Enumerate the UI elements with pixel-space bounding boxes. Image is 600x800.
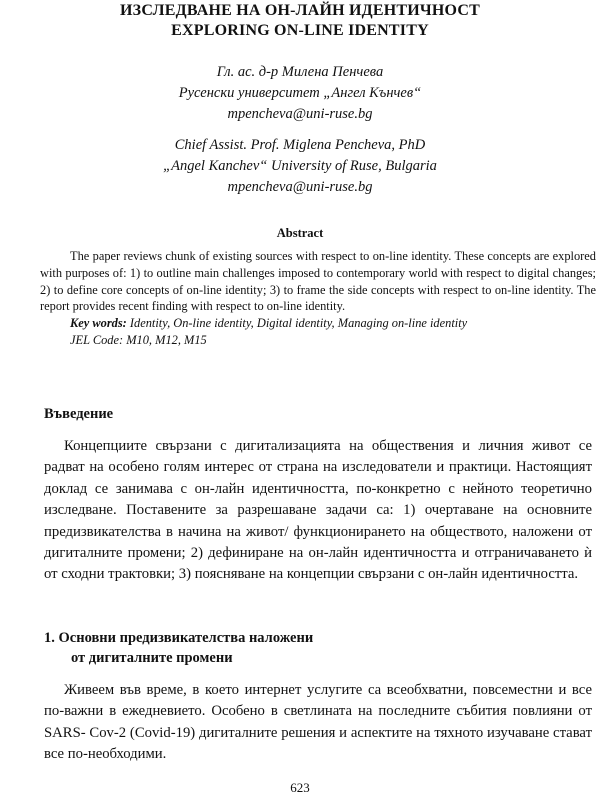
keywords-text: Identity, On-line identity, Digital identity, Managing on-line identity [129, 316, 468, 331]
section-1-heading-line-1: 1. Основни предизвикателства наложени [44, 630, 314, 646]
author-name-bg: Гл. ас. д-р Милена Пенчева [216, 64, 384, 80]
abstract-heading: Abstract [276, 226, 324, 240]
author-affiliation-en: „Angel Kanchev“ University of Ruse, Bulgaria [163, 158, 437, 174]
author-name-en: Chief Assist. Prof. Miglena Pencheva, PhD [174, 137, 426, 153]
section-1-heading [44, 628, 313, 668]
abstract-text: The paper reviews chunk of existing sources with respect to on-line identity. These concepts are explored with purposes of: 1) to outline main challenges imposed to contemporary world with respect to digital changes; 2) to define core concepts of on-line identity; 3) to frame the side concepts with respect to on-line identity. The report provides recent finding with respect to on-line identity. [40, 249, 596, 314]
author-affiliation-bg: Русенски университет „Ангел Кънчев“ [178, 85, 422, 101]
intro-heading: Въведение [44, 406, 114, 422]
intro-paragraph: Концепциите свързани с дигитализацията на обществения и личния живот се радват на особено голям интерес от страна на изследователи и практици. Настоящият доклад се занимава с он-лайн идентичността, по-конкретно с нейното теоретично изследване. Поставените за разрешаване задачи са: 1) очертаване на основните предизвикателства в начина на живот/ функционирането на обществото, наложени от дигиталните промени; 2) дефиниране на он-лайн идентичността и отграничаването ѝ от сходни трактовки; 3) поясняване на концепции свързани с он-лайн идентичността. [44, 438, 592, 583]
author-email-bg: mpencheva@uni-ruse.bg [227, 106, 373, 122]
section-1-paragraph: Живеем във време, в което интернет услугите са всеобхватни, повсеместни и все по-важни в ежедневието. Особено в светлината на последните събития повлияни от SARS- Cov-2 (Covid-19) дигиталните решения и аспектите на тяхното изучаване стават все по-необходими. [44, 682, 592, 763]
author-email-en: mpencheva@uni-ruse.bg [227, 179, 373, 195]
author-block-bulgarian [100, 62, 500, 125]
jel-code: JEL Code: M10, M12, M15 [70, 332, 207, 347]
author-block-english [100, 135, 500, 198]
title-bulgarian: ИЗСЛЕДВАНЕ НА ОН-ЛАЙН ИДЕНТИЧНОСТ [120, 2, 480, 19]
keywords-line [40, 315, 596, 332]
page-number: 623 [290, 780, 310, 795]
keywords-label: Key words: [70, 316, 127, 331]
title-english: EXPLORING ON-LINE IDENTITY [171, 22, 429, 39]
abstract-body [40, 248, 596, 349]
section-1-heading-line-2: от дигиталните промени [71, 650, 233, 666]
